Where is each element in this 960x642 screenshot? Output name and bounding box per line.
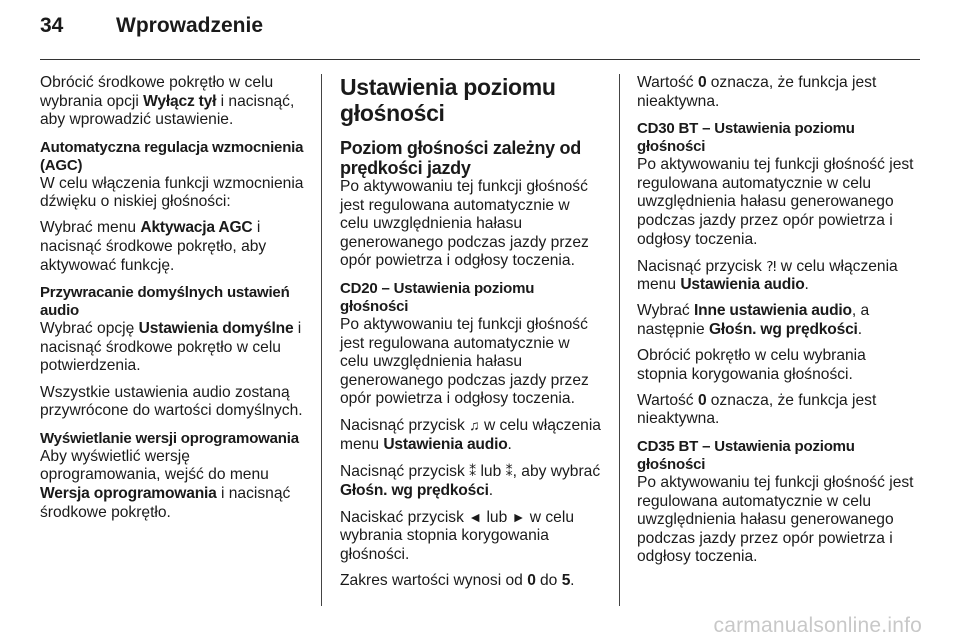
arrow-right-icon: ► — [511, 508, 526, 525]
cd20-paragraph-4: Naciskać przycisk ◄ lub ► w celu wybrania stopnia korygowania głośności. — [340, 508, 574, 563]
cd20-paragraph-3: Nacisnąć przycisk ⁑ lub ⁑, aby wybrać Głośn. wg prędkości. — [340, 463, 601, 499]
cd20-heading: CD20 – Ustawienia poziomu głośności — [340, 279, 535, 315]
column-divider-1 — [321, 74, 322, 606]
cd35-paragraph-1: Po aktywowaniu tej funkcji głośność jest regulowana automatycznie w celu uwzględnienia hałasu generowanego podczas jazdy przez opór powietrza i odgłosy toczenia. — [637, 473, 914, 566]
page-title: Wprowadzenie — [116, 14, 264, 37]
arrow-down-icon: ⁑ — [505, 463, 513, 480]
agc-heading: Automatyczna regulacja wzmocnienia (AGC) — [40, 138, 304, 174]
intro-paragraph: Po aktywowaniu tej funkcji głośność jest regulowana automatycznie w celu uwzględnienia hałasu generowanego podczas jazdy przez opór powietrza i odgłosy toczenia. — [340, 178, 589, 270]
cd30-paragraph-1: Po aktywowaniu tej funkcji głośność jest regulowana automatycznie w celu uwzględnienia hałasu generowanego podczas jazdy przez opór powietrza i odgłosy toczenia. — [637, 156, 914, 248]
cd20-paragraph-2: Nacisnąć przycisk ♫ w celu włączenia menu Ustawienia audio. — [340, 417, 601, 454]
cd30-paragraph-5: Wartość 0 oznacza, że funkcja jest nieaktywna. — [637, 391, 877, 428]
agc-paragraph-2: Wybrać menu Aktywacja AGC i nacisnąć środkowe pokrętło, aby aktywować funkcję. — [40, 219, 267, 274]
column-divider-2 — [619, 74, 620, 606]
music-note-icon: ♫ — [469, 417, 480, 434]
cd20-paragraph-5: Zakres wartości wynosi od 0 do 5. — [340, 572, 575, 590]
page-number: 34 — [40, 14, 64, 37]
col1-paragraph-1: Obrócić środkowe pokrętło w celu wybrania opcji Wyłącz tył i nacisnąć, aby wprowadzić ustawienie. — [40, 74, 295, 129]
agc-paragraph-1: W celu włączenia funkcji wzmocnienia dźwięku o niskiej głośności: — [40, 174, 304, 211]
cd30-paragraph-2: Nacisnąć przycisk ⁈ w celu włączenia menu Ustawienia audio. — [637, 257, 898, 294]
column-2 — [340, 74, 602, 598]
header-rule — [40, 59, 920, 60]
cd20-paragraph-1: Po aktywowaniu tej funkcji głośność jest regulowana automatycznie w celu uwzględnienia hałasu generowanego podczas jazdy przez opór powietrza i odgłosy toczenia. — [340, 315, 589, 408]
column-1 — [40, 74, 310, 530]
arrow-up-icon: ⁑ — [469, 463, 477, 480]
column-3 — [637, 74, 915, 574]
watermark: carmanualsonline.info — [713, 614, 922, 637]
version-paragraph-1: Aby wyświetlić wersję oprogramowania, wejść do menu Wersja oprogramowania i nacisnąć środkowe pokrętło. — [40, 447, 291, 521]
defaults-paragraph-2: Wszystkie ustawienia audio zostaną przywrócone do wartości domyślnych. — [40, 383, 303, 420]
section-subtitle: Poziom głośności zależny od prędkości jazdy — [340, 138, 581, 178]
cd30-heading: CD30 BT – Ustawienia poziomu głośności — [637, 120, 855, 156]
cd35-heading: CD35 BT – Ustawienia poziomu głośności — [637, 437, 855, 473]
defaults-heading: Przywracanie domyślnych ustawień audio — [40, 284, 290, 320]
cd30-paragraph-3: Wybrać Inne ustawienia audio, a następnie Głośn. wg prędkości. — [637, 302, 870, 338]
page-header — [40, 14, 263, 50]
tone-icon: ⁈ — [766, 257, 777, 274]
defaults-paragraph-1: Wybrać opcję Ustawienia domyślne i nacisnąć środkowe pokrętło w celu potwierdzenia. — [40, 320, 302, 375]
cd30-paragraph-4: Obrócić pokrętło w celu wybrania stopnia korygowania głośności. — [637, 347, 866, 383]
col3-paragraph-1: Wartość 0 oznacza, że funkcja jest nieaktywna. — [637, 74, 877, 110]
arrow-left-icon: ◄ — [468, 508, 483, 525]
version-heading: Wyświetlanie wersji oprogramowania — [40, 429, 299, 447]
section-title: Ustawienia poziomu głośności — [340, 74, 556, 126]
